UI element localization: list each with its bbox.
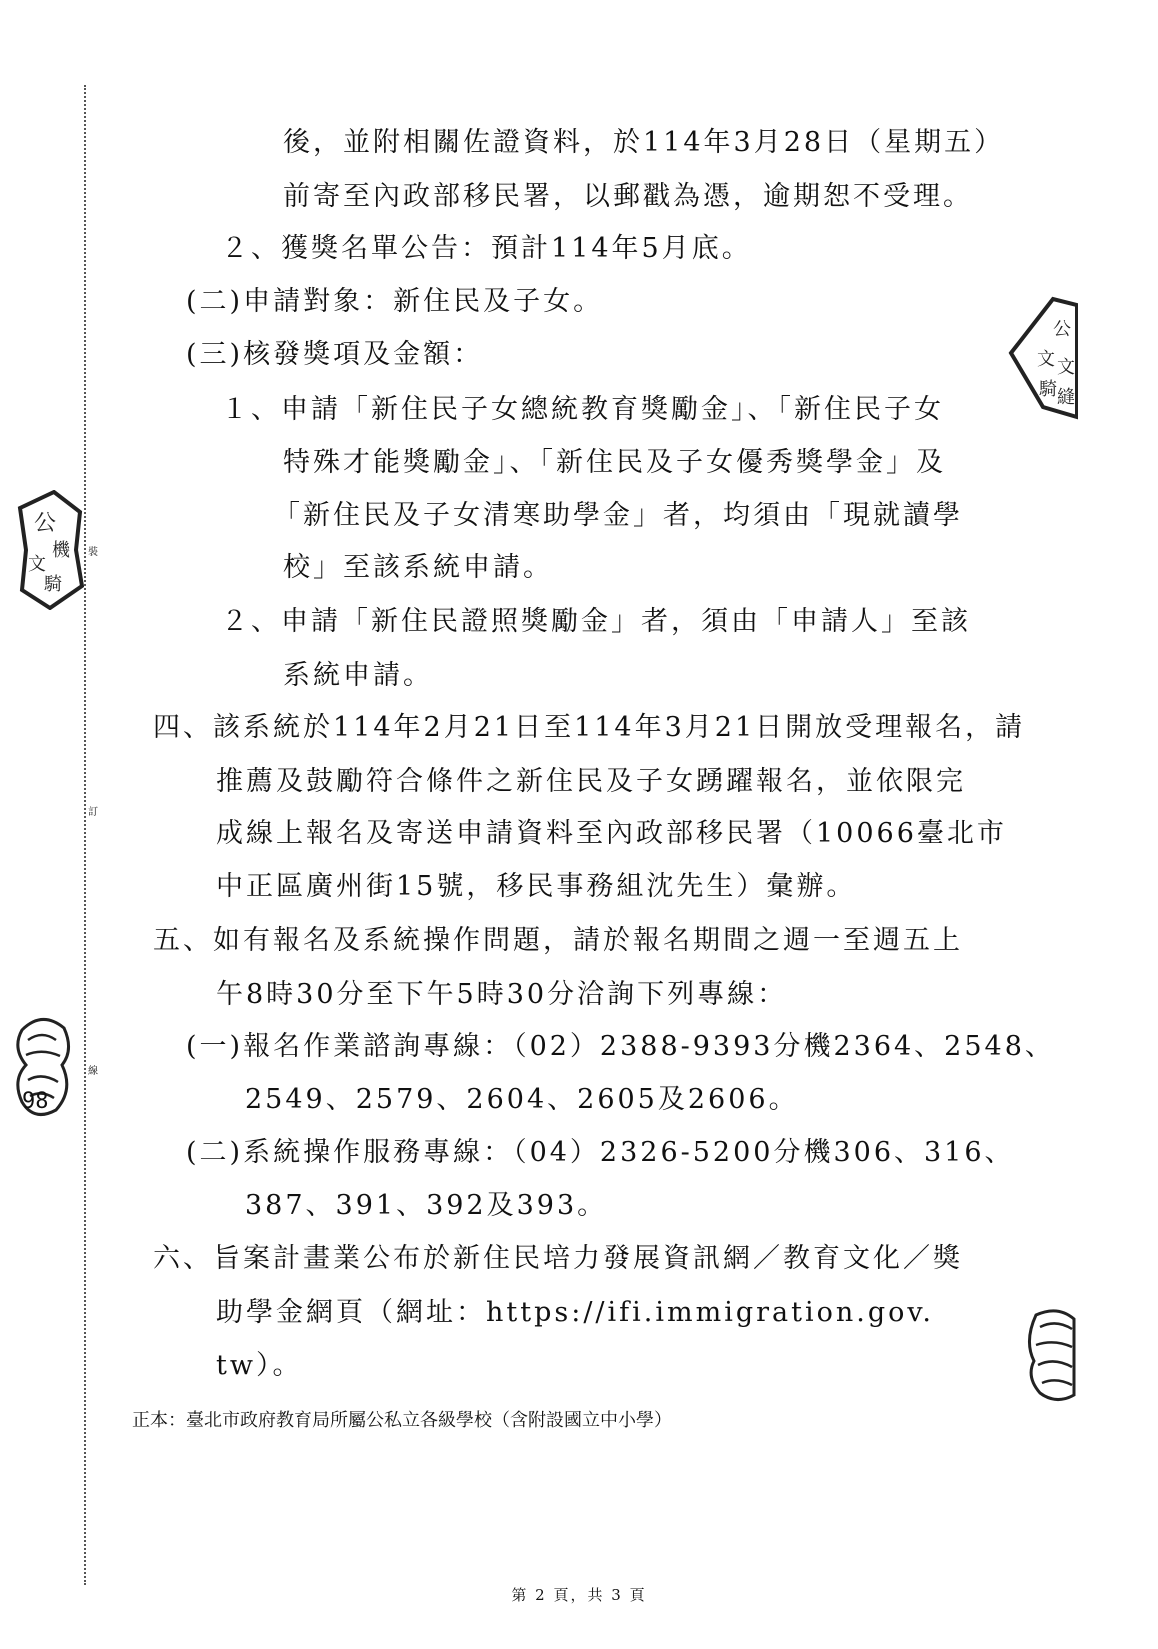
svg-text:騎: 騎: [1039, 379, 1057, 400]
body-line-2: 前寄至內政部移民署，以郵戳為憑，逾期恕不受理。: [283, 181, 973, 212]
seal-stamp-left-upper: [14, 490, 84, 610]
seal-swirl-right: [1022, 1305, 1078, 1405]
svg-text:公: 公: [34, 511, 57, 536]
body-line-10: ２、申請「新住民證照獎勵金」者，須由「申請人」至該: [221, 606, 971, 637]
body-line-12: 四、該系統於114年2月21日至114年3月21日開放受理報名，請: [153, 712, 1026, 743]
svg-text:文: 文: [1037, 349, 1055, 370]
body-line-19: 2549、2579、2604、2605及2606。: [245, 1084, 799, 1115]
svg-text:文: 文: [28, 554, 46, 575]
cc-recipients: 正本：臺北市政府教育局所屬公私立各級學校（含附設國立中小學）: [132, 1410, 672, 1431]
body-line-7: 特殊才能獎勵金」、「新住民及子女優秀獎學金」及: [283, 447, 946, 478]
svg-text:騎: 騎: [44, 574, 62, 595]
body-line-6: １、申請「新住民子女總統教育獎勵金」、「新住民子女: [221, 394, 944, 425]
svg-text:機: 機: [52, 540, 70, 561]
body-line-24: tw）。: [216, 1350, 303, 1381]
body-line-8: 「新住民及子女清寒助學金」者，均須由「現就讀學: [273, 500, 963, 531]
body-line-3: ２、獲獎名單公告：預計114年5月底。: [221, 233, 752, 264]
binding-mark-xian: 線: [88, 1066, 98, 1077]
body-line-17: 午8時30分至下午5時30分洽詢下列專線：: [216, 979, 788, 1010]
body-line-4: (二)申請對象：新住民及子女。: [186, 286, 604, 317]
binding-line: [84, 85, 86, 1585]
body-line-15: 中正區廣州街15號，移民事務組沈先生）彙辦。: [216, 871, 857, 902]
body-line-18: (一)報名作業諮詢專線：（02）2388-9393分機2364、2548、: [186, 1031, 1055, 1062]
body-line-11: 系統申請。: [283, 660, 433, 691]
side-page-number: 98: [22, 1089, 49, 1114]
body-line-1: 後，並附相關佐證資料，於114年3月28日（星期五）: [283, 127, 1005, 158]
svg-text:公: 公: [1053, 319, 1071, 340]
body-line-21: 387、391、392及393。: [245, 1190, 608, 1221]
body-line-9: 校」至該系統申請。: [283, 552, 553, 583]
binding-mark-ding: 訂: [88, 807, 98, 818]
body-line-22: 六、旨案計畫業公布於新住民培力發展資訊網／教育文化／獎: [153, 1243, 963, 1274]
body-line-16: 五、如有報名及系統操作問題，請於報名期間之週一至週五上: [153, 925, 963, 956]
svg-text:縫: 縫: [1057, 387, 1075, 408]
page-footer: 第 2 頁，共 3 頁: [511, 1586, 647, 1604]
body-line-13: 推薦及鼓勵符合條件之新住民及子女踴躍報名，並依限完: [216, 766, 966, 797]
body-line-5: (三)核發獎項及金額：: [186, 339, 484, 370]
seal-stamp-right-upper: [1003, 295, 1078, 425]
body-line-20: (二)系統操作服務專線：（04）2326-5200分機306、316、: [186, 1137, 1015, 1168]
body-line-14: 成線上報名及寄送申請資料至內政部移民署（10066臺北市: [216, 818, 1007, 849]
binding-mark-zhuang: 裝: [88, 547, 98, 558]
svg-text:文: 文: [1057, 357, 1075, 378]
body-line-23: 助學金網頁（網址：https://ifi.immigration.gov.: [216, 1297, 935, 1328]
